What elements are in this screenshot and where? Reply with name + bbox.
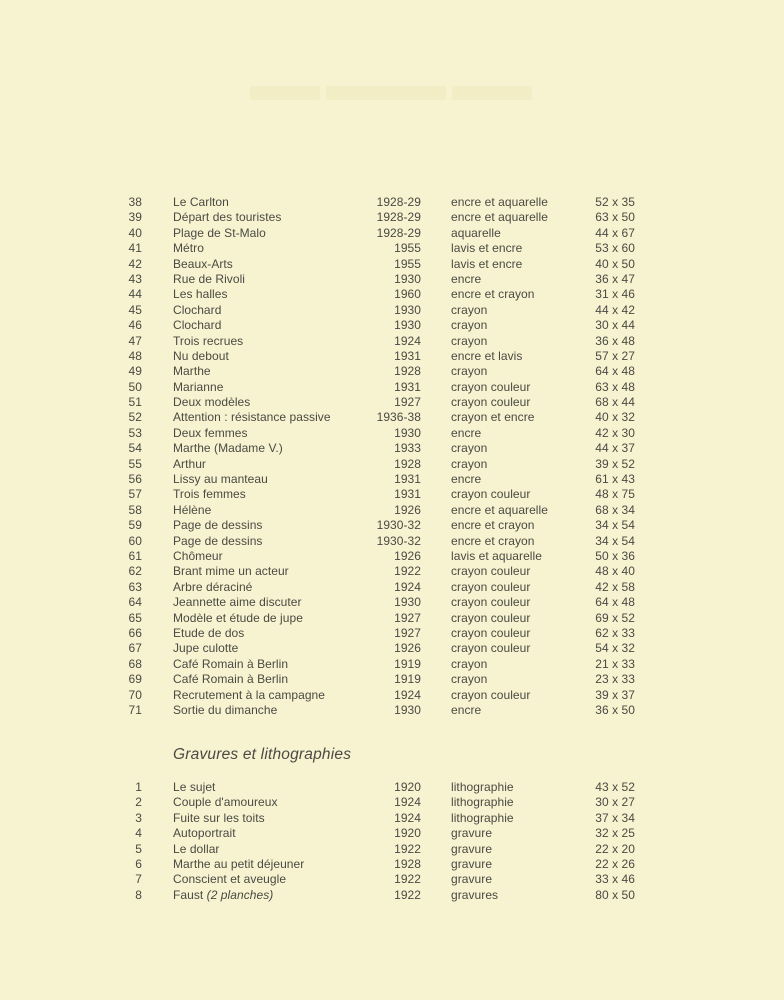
item-title-text: Le sujet bbox=[173, 780, 216, 794]
catalogue-row bbox=[0, 195, 784, 210]
show-through-text bbox=[250, 76, 540, 110]
catalogue-row bbox=[0, 595, 784, 610]
item-dimensions: 57 x 27 bbox=[595, 348, 635, 363]
prints-list bbox=[0, 780, 784, 903]
item-number: 60 bbox=[128, 533, 142, 548]
item-title bbox=[173, 657, 288, 672]
item-medium: gravure bbox=[451, 841, 493, 856]
item-title-text: Hélène bbox=[173, 502, 212, 517]
catalogue-row bbox=[0, 226, 784, 241]
catalogue-row bbox=[0, 564, 784, 579]
item-medium: crayon couleur bbox=[451, 395, 531, 410]
item-number: 59 bbox=[128, 518, 142, 533]
item-number: 8 bbox=[135, 887, 142, 902]
item-dimensions: 62 x 33 bbox=[595, 625, 635, 640]
item-title-text: Page de dessins bbox=[173, 533, 263, 548]
item-number: 65 bbox=[128, 610, 142, 625]
item-medium: crayon et encre bbox=[451, 410, 535, 425]
catalogue-row bbox=[0, 457, 784, 472]
item-dimensions: 21 x 33 bbox=[595, 656, 635, 671]
item-number: 57 bbox=[128, 487, 142, 502]
item-dimensions: 44 x 37 bbox=[595, 441, 635, 456]
catalogue-row bbox=[0, 780, 784, 795]
item-number: 6 bbox=[135, 856, 142, 871]
catalogue-row bbox=[0, 580, 784, 595]
item-number: 68 bbox=[128, 656, 142, 671]
item-number: 49 bbox=[128, 364, 142, 379]
item-title bbox=[173, 688, 325, 703]
item-number: 61 bbox=[128, 548, 142, 563]
section-heading: Gravures et lithographies bbox=[173, 746, 352, 763]
item-title bbox=[173, 626, 244, 641]
item-date: 1930 bbox=[394, 595, 421, 610]
item-dimensions: 34 x 54 bbox=[595, 533, 635, 548]
item-title-text: Départ des touristes bbox=[173, 210, 282, 225]
item-dimensions: 52 x 35 bbox=[595, 195, 635, 209]
item-date: 1924 bbox=[394, 795, 421, 810]
item-number: 66 bbox=[128, 625, 142, 640]
item-number: 39 bbox=[128, 210, 142, 225]
item-medium: crayon couleur bbox=[451, 641, 531, 656]
item-medium: encre bbox=[451, 425, 482, 440]
catalogue-row bbox=[0, 287, 784, 302]
item-dimensions: 80 x 50 bbox=[595, 887, 635, 902]
item-title bbox=[173, 303, 221, 318]
item-title bbox=[173, 564, 289, 579]
item-title bbox=[173, 811, 265, 826]
item-title bbox=[173, 611, 303, 626]
item-medium: crayon bbox=[451, 318, 488, 333]
item-medium: gravure bbox=[451, 856, 493, 871]
item-dimensions: 40 x 32 bbox=[595, 410, 635, 425]
catalogue-row bbox=[0, 857, 784, 872]
item-dimensions: 48 x 75 bbox=[595, 487, 635, 502]
item-title-text: Etude de dos bbox=[173, 625, 245, 640]
item-medium: crayon couleur bbox=[451, 487, 531, 502]
item-title bbox=[173, 872, 286, 887]
item-title-text: Arbre déraciné bbox=[173, 579, 253, 594]
item-number: 70 bbox=[128, 687, 142, 702]
item-title bbox=[173, 518, 262, 533]
catalogue-row bbox=[0, 826, 784, 841]
item-number: 71 bbox=[128, 702, 142, 717]
item-title-text: Couple d'amoureux bbox=[173, 795, 278, 810]
catalogue-row bbox=[0, 842, 784, 857]
item-medium: encre et aquarelle bbox=[451, 502, 548, 517]
item-title bbox=[173, 195, 229, 210]
item-dimensions: 22 x 26 bbox=[595, 856, 635, 871]
item-medium: crayon couleur bbox=[451, 687, 531, 702]
item-medium: crayon couleur bbox=[451, 379, 531, 394]
item-number: 38 bbox=[128, 195, 142, 209]
item-dimensions: 68 x 44 bbox=[595, 395, 635, 410]
item-title-text: Clochard bbox=[173, 302, 222, 317]
catalogue-row bbox=[0, 626, 784, 641]
item-dimensions: 33 x 46 bbox=[595, 872, 635, 887]
item-number: 52 bbox=[128, 410, 142, 425]
catalogue-row bbox=[0, 672, 784, 687]
item-number: 64 bbox=[128, 595, 142, 610]
item-title-text: Lissy au manteau bbox=[173, 472, 268, 487]
item-title bbox=[173, 703, 277, 718]
item-number: 1 bbox=[135, 780, 142, 794]
item-date: 1930 bbox=[394, 425, 421, 440]
item-dimensions: 43 x 52 bbox=[595, 780, 635, 794]
item-date: 1927 bbox=[394, 395, 421, 410]
item-date: 1960 bbox=[394, 287, 421, 302]
item-number: 62 bbox=[128, 564, 142, 579]
item-dimensions: 69 x 52 bbox=[595, 610, 635, 625]
item-title-text: Attention : résistance passive bbox=[173, 410, 331, 425]
item-number: 56 bbox=[128, 472, 142, 487]
item-medium: encre et crayon bbox=[451, 287, 535, 302]
item-title-text: Trois recrues bbox=[173, 333, 244, 348]
item-number: 44 bbox=[128, 287, 142, 302]
catalogue-row bbox=[0, 657, 784, 672]
item-title-text: Marianne bbox=[173, 379, 224, 394]
item-dimensions: 37 x 34 bbox=[595, 810, 635, 825]
item-number: 46 bbox=[128, 318, 142, 333]
item-title bbox=[173, 241, 204, 256]
item-title-text: Café Romain à Berlin bbox=[173, 656, 289, 671]
item-dimensions: 64 x 48 bbox=[595, 364, 635, 379]
item-medium: crayon bbox=[451, 672, 488, 687]
catalogue-row bbox=[0, 210, 784, 225]
item-number: 5 bbox=[135, 841, 142, 856]
item-title bbox=[173, 226, 266, 241]
item-medium: crayon bbox=[451, 333, 488, 348]
item-medium: gravure bbox=[451, 872, 493, 887]
catalogue-row bbox=[0, 503, 784, 518]
item-dimensions: 30 x 27 bbox=[595, 795, 635, 810]
item-title-text: Marthe (Madame V.) bbox=[173, 441, 283, 456]
item-title-text: Le Carlton bbox=[173, 195, 229, 209]
item-date: 1930-32 bbox=[376, 533, 421, 548]
item-title-text: Rue de Rivoli bbox=[173, 271, 246, 286]
item-number: 54 bbox=[128, 441, 142, 456]
item-dimensions: 44 x 67 bbox=[595, 225, 635, 240]
item-dimensions: 39 x 37 bbox=[595, 687, 635, 702]
catalogue-row bbox=[0, 888, 784, 903]
item-medium: lithographie bbox=[451, 795, 514, 810]
item-dimensions: 36 x 48 bbox=[595, 333, 635, 348]
item-date: 1928 bbox=[394, 856, 421, 871]
catalogue-row bbox=[0, 257, 784, 272]
item-date: 1927 bbox=[394, 625, 421, 640]
item-date: 1926 bbox=[394, 502, 421, 517]
item-title-text: Beaux-Arts bbox=[173, 256, 233, 271]
catalogue-row bbox=[0, 611, 784, 626]
item-title bbox=[173, 426, 248, 441]
item-medium: lavis et encre bbox=[451, 241, 523, 256]
catalogue-row bbox=[0, 380, 784, 395]
item-date: 1919 bbox=[394, 656, 421, 671]
item-dimensions: 22 x 20 bbox=[595, 841, 635, 856]
item-title bbox=[173, 780, 215, 795]
item-title bbox=[173, 257, 233, 272]
item-title-text: Arthur bbox=[173, 456, 206, 471]
item-title-text: Marthe bbox=[173, 364, 211, 379]
item-dimensions: 36 x 50 bbox=[595, 702, 635, 717]
item-title bbox=[173, 272, 245, 287]
item-number: 40 bbox=[128, 225, 142, 240]
item-title-text: Faust bbox=[173, 887, 204, 902]
item-title bbox=[173, 318, 221, 333]
item-medium: encre bbox=[451, 702, 482, 717]
item-title bbox=[173, 349, 229, 364]
item-title-text: Conscient et aveugle bbox=[173, 872, 287, 887]
catalogue-row bbox=[0, 395, 784, 410]
item-title-text: Nu debout bbox=[173, 348, 229, 363]
catalogue-row bbox=[0, 410, 784, 425]
item-number: 45 bbox=[128, 302, 142, 317]
item-dimensions: 68 x 34 bbox=[595, 502, 635, 517]
item-dimensions: 31 x 46 bbox=[595, 287, 635, 302]
item-number: 55 bbox=[128, 456, 142, 471]
item-number: 41 bbox=[128, 241, 142, 256]
item-date: 1920 bbox=[394, 826, 421, 841]
item-date: 1928 bbox=[394, 456, 421, 471]
item-title bbox=[173, 395, 250, 410]
item-medium: encre bbox=[451, 472, 482, 487]
item-title-text: Trois femmes bbox=[173, 487, 246, 502]
item-dimensions: 34 x 54 bbox=[595, 518, 635, 533]
item-title bbox=[173, 857, 304, 872]
item-title bbox=[173, 672, 288, 687]
item-date: 1926 bbox=[394, 548, 421, 563]
item-title-text: Fuite sur les toits bbox=[173, 810, 265, 825]
item-date: 1922 bbox=[394, 872, 421, 887]
item-date: 1930 bbox=[394, 302, 421, 317]
item-title bbox=[173, 210, 281, 225]
item-dimensions: 64 x 48 bbox=[595, 595, 635, 610]
item-title bbox=[173, 549, 223, 564]
catalogue-row bbox=[0, 549, 784, 564]
item-medium: crayon couleur bbox=[451, 564, 531, 579]
item-title bbox=[173, 287, 228, 302]
item-date: 1922 bbox=[394, 887, 421, 902]
item-date: 1927 bbox=[394, 610, 421, 625]
item-medium: encre et lavis bbox=[451, 348, 523, 363]
item-medium: crayon bbox=[451, 302, 488, 317]
item-title-text: Clochard bbox=[173, 318, 222, 333]
item-title bbox=[173, 842, 219, 857]
item-date: 1924 bbox=[394, 579, 421, 594]
item-dimensions: 54 x 32 bbox=[595, 641, 635, 656]
item-number: 42 bbox=[128, 256, 142, 271]
item-number: 4 bbox=[135, 826, 142, 841]
item-title bbox=[173, 472, 268, 487]
item-medium: gravures bbox=[451, 887, 499, 902]
item-title-text: Jeannette aime discuter bbox=[173, 595, 302, 610]
item-dimensions: 23 x 33 bbox=[595, 672, 635, 687]
item-date: 1930 bbox=[394, 702, 421, 717]
item-date: 1924 bbox=[394, 810, 421, 825]
item-title-text: Modèle et étude de jupe bbox=[173, 610, 303, 625]
catalogue-row bbox=[0, 487, 784, 502]
item-medium: lithographie bbox=[451, 810, 514, 825]
item-date: 1928-29 bbox=[376, 210, 421, 225]
item-title bbox=[173, 503, 211, 518]
item-dimensions: 39 x 52 bbox=[595, 456, 635, 471]
item-medium: encre et aquarelle bbox=[451, 210, 548, 225]
item-medium: gravure bbox=[451, 826, 493, 841]
item-title bbox=[173, 410, 331, 425]
catalogue-row bbox=[0, 272, 784, 287]
catalogue-row bbox=[0, 518, 784, 533]
item-dimensions: 53 x 60 bbox=[595, 241, 635, 256]
catalogue-row bbox=[0, 811, 784, 826]
item-dimensions: 63 x 50 bbox=[595, 210, 635, 225]
item-date: 1919 bbox=[394, 672, 421, 687]
item-title-text: Deux modèles bbox=[173, 395, 251, 410]
item-medium: crayon bbox=[451, 656, 488, 671]
item-title bbox=[173, 441, 283, 456]
item-medium: lithographie bbox=[451, 780, 514, 794]
item-date: 1931 bbox=[394, 472, 421, 487]
item-title-text: Sortie du dimanche bbox=[173, 702, 278, 717]
item-title-text: Page de dessins bbox=[173, 518, 263, 533]
item-title-text: Les halles bbox=[173, 287, 228, 302]
item-medium: aquarelle bbox=[451, 225, 501, 240]
catalogue-row bbox=[0, 241, 784, 256]
item-number: 51 bbox=[128, 395, 142, 410]
item-title-text: Café Romain à Berlin bbox=[173, 672, 289, 687]
item-number: 58 bbox=[128, 502, 142, 517]
item-medium: crayon couleur bbox=[451, 610, 531, 625]
item-date: 1924 bbox=[394, 333, 421, 348]
item-dimensions: 42 x 58 bbox=[595, 579, 635, 594]
catalogue-row bbox=[0, 472, 784, 487]
item-medium: lavis et encre bbox=[451, 256, 523, 271]
item-date: 1928-29 bbox=[376, 225, 421, 240]
item-title bbox=[173, 534, 262, 549]
item-date: 1931 bbox=[394, 348, 421, 363]
item-dimensions: 63 x 48 bbox=[595, 379, 635, 394]
item-date: 1931 bbox=[394, 379, 421, 394]
item-medium: encre et aquarelle bbox=[451, 195, 548, 209]
item-number: 43 bbox=[128, 271, 142, 286]
item-title-text: Métro bbox=[173, 241, 204, 256]
item-medium: crayon couleur bbox=[451, 595, 531, 610]
catalogue-row bbox=[0, 303, 784, 318]
item-number: 48 bbox=[128, 348, 142, 363]
drawings-list bbox=[0, 195, 784, 718]
item-medium: encre bbox=[451, 271, 482, 286]
item-title bbox=[173, 888, 273, 903]
item-title-text: Plage de St-Malo bbox=[173, 225, 266, 240]
item-title bbox=[173, 795, 278, 810]
item-title bbox=[173, 380, 223, 395]
item-dimensions: 40 x 50 bbox=[595, 256, 635, 271]
item-number: 50 bbox=[128, 379, 142, 394]
item-date: 1922 bbox=[394, 841, 421, 856]
item-date: 1922 bbox=[394, 564, 421, 579]
item-dimensions: 42 x 30 bbox=[595, 425, 635, 440]
catalogue-row bbox=[0, 795, 784, 810]
item-number: 7 bbox=[135, 872, 142, 887]
item-number: 69 bbox=[128, 672, 142, 687]
item-medium: crayon couleur bbox=[451, 579, 531, 594]
item-dimensions: 44 x 42 bbox=[595, 302, 635, 317]
item-title-text: Deux femmes bbox=[173, 425, 248, 440]
item-title bbox=[173, 334, 243, 349]
catalogue-row bbox=[0, 318, 784, 333]
item-dimensions: 32 x 25 bbox=[595, 826, 635, 841]
item-medium: crayon bbox=[451, 441, 488, 456]
item-title-note: (2 planches) bbox=[206, 887, 274, 902]
item-title-text: Jupe culotte bbox=[173, 641, 239, 656]
item-dimensions: 50 x 36 bbox=[595, 548, 635, 563]
catalogue-row bbox=[0, 534, 784, 549]
item-title-text: Marthe au petit déjeuner bbox=[173, 856, 305, 871]
item-title bbox=[173, 826, 236, 841]
item-dimensions: 48 x 40 bbox=[595, 564, 635, 579]
catalogue-row bbox=[0, 349, 784, 364]
item-title bbox=[173, 487, 246, 502]
item-title bbox=[173, 580, 252, 595]
catalogue-row bbox=[0, 364, 784, 379]
item-title-text: Brant mime un acteur bbox=[173, 564, 289, 579]
item-date: 1930 bbox=[394, 271, 421, 286]
item-date: 1936-38 bbox=[376, 410, 421, 425]
item-title-text: Chômeur bbox=[173, 548, 223, 563]
item-title-text: Le dollar bbox=[173, 841, 220, 856]
item-title-text: Autoportrait bbox=[173, 826, 236, 841]
item-medium: encre et crayon bbox=[451, 533, 535, 548]
item-title bbox=[173, 595, 302, 610]
item-date: 1933 bbox=[394, 441, 421, 456]
item-dimensions: 36 x 47 bbox=[595, 271, 635, 286]
item-date: 1955 bbox=[394, 256, 421, 271]
catalogue-row bbox=[0, 688, 784, 703]
item-number: 53 bbox=[128, 425, 142, 440]
item-dimensions: 61 x 43 bbox=[595, 472, 635, 487]
item-title bbox=[173, 641, 238, 656]
item-number: 63 bbox=[128, 579, 142, 594]
item-medium: crayon bbox=[451, 364, 488, 379]
item-medium: crayon bbox=[451, 456, 488, 471]
item-number: 47 bbox=[128, 333, 142, 348]
catalogue-row bbox=[0, 334, 784, 349]
item-date: 1928 bbox=[394, 364, 421, 379]
item-title-text: Recrutement à la campagne bbox=[173, 687, 325, 702]
item-date: 1926 bbox=[394, 641, 421, 656]
item-date: 1930 bbox=[394, 318, 421, 333]
item-title bbox=[173, 364, 211, 379]
item-date: 1930-32 bbox=[376, 518, 421, 533]
item-title bbox=[173, 457, 206, 472]
catalogue-row bbox=[0, 641, 784, 656]
catalogue-row bbox=[0, 703, 784, 718]
item-date: 1928-29 bbox=[376, 195, 421, 209]
item-date: 1924 bbox=[394, 687, 421, 702]
item-date: 1931 bbox=[394, 487, 421, 502]
catalogue-row bbox=[0, 426, 784, 441]
item-date: 1955 bbox=[394, 241, 421, 256]
catalogue-row bbox=[0, 872, 784, 887]
item-number: 3 bbox=[135, 810, 142, 825]
item-number: 67 bbox=[128, 641, 142, 656]
item-number: 2 bbox=[135, 795, 142, 810]
item-dimensions: 30 x 44 bbox=[595, 318, 635, 333]
item-date: 1920 bbox=[394, 780, 421, 794]
item-medium: crayon couleur bbox=[451, 625, 531, 640]
item-medium: encre et crayon bbox=[451, 518, 535, 533]
catalogue-row bbox=[0, 441, 784, 456]
item-medium: lavis et aquarelle bbox=[451, 548, 542, 563]
